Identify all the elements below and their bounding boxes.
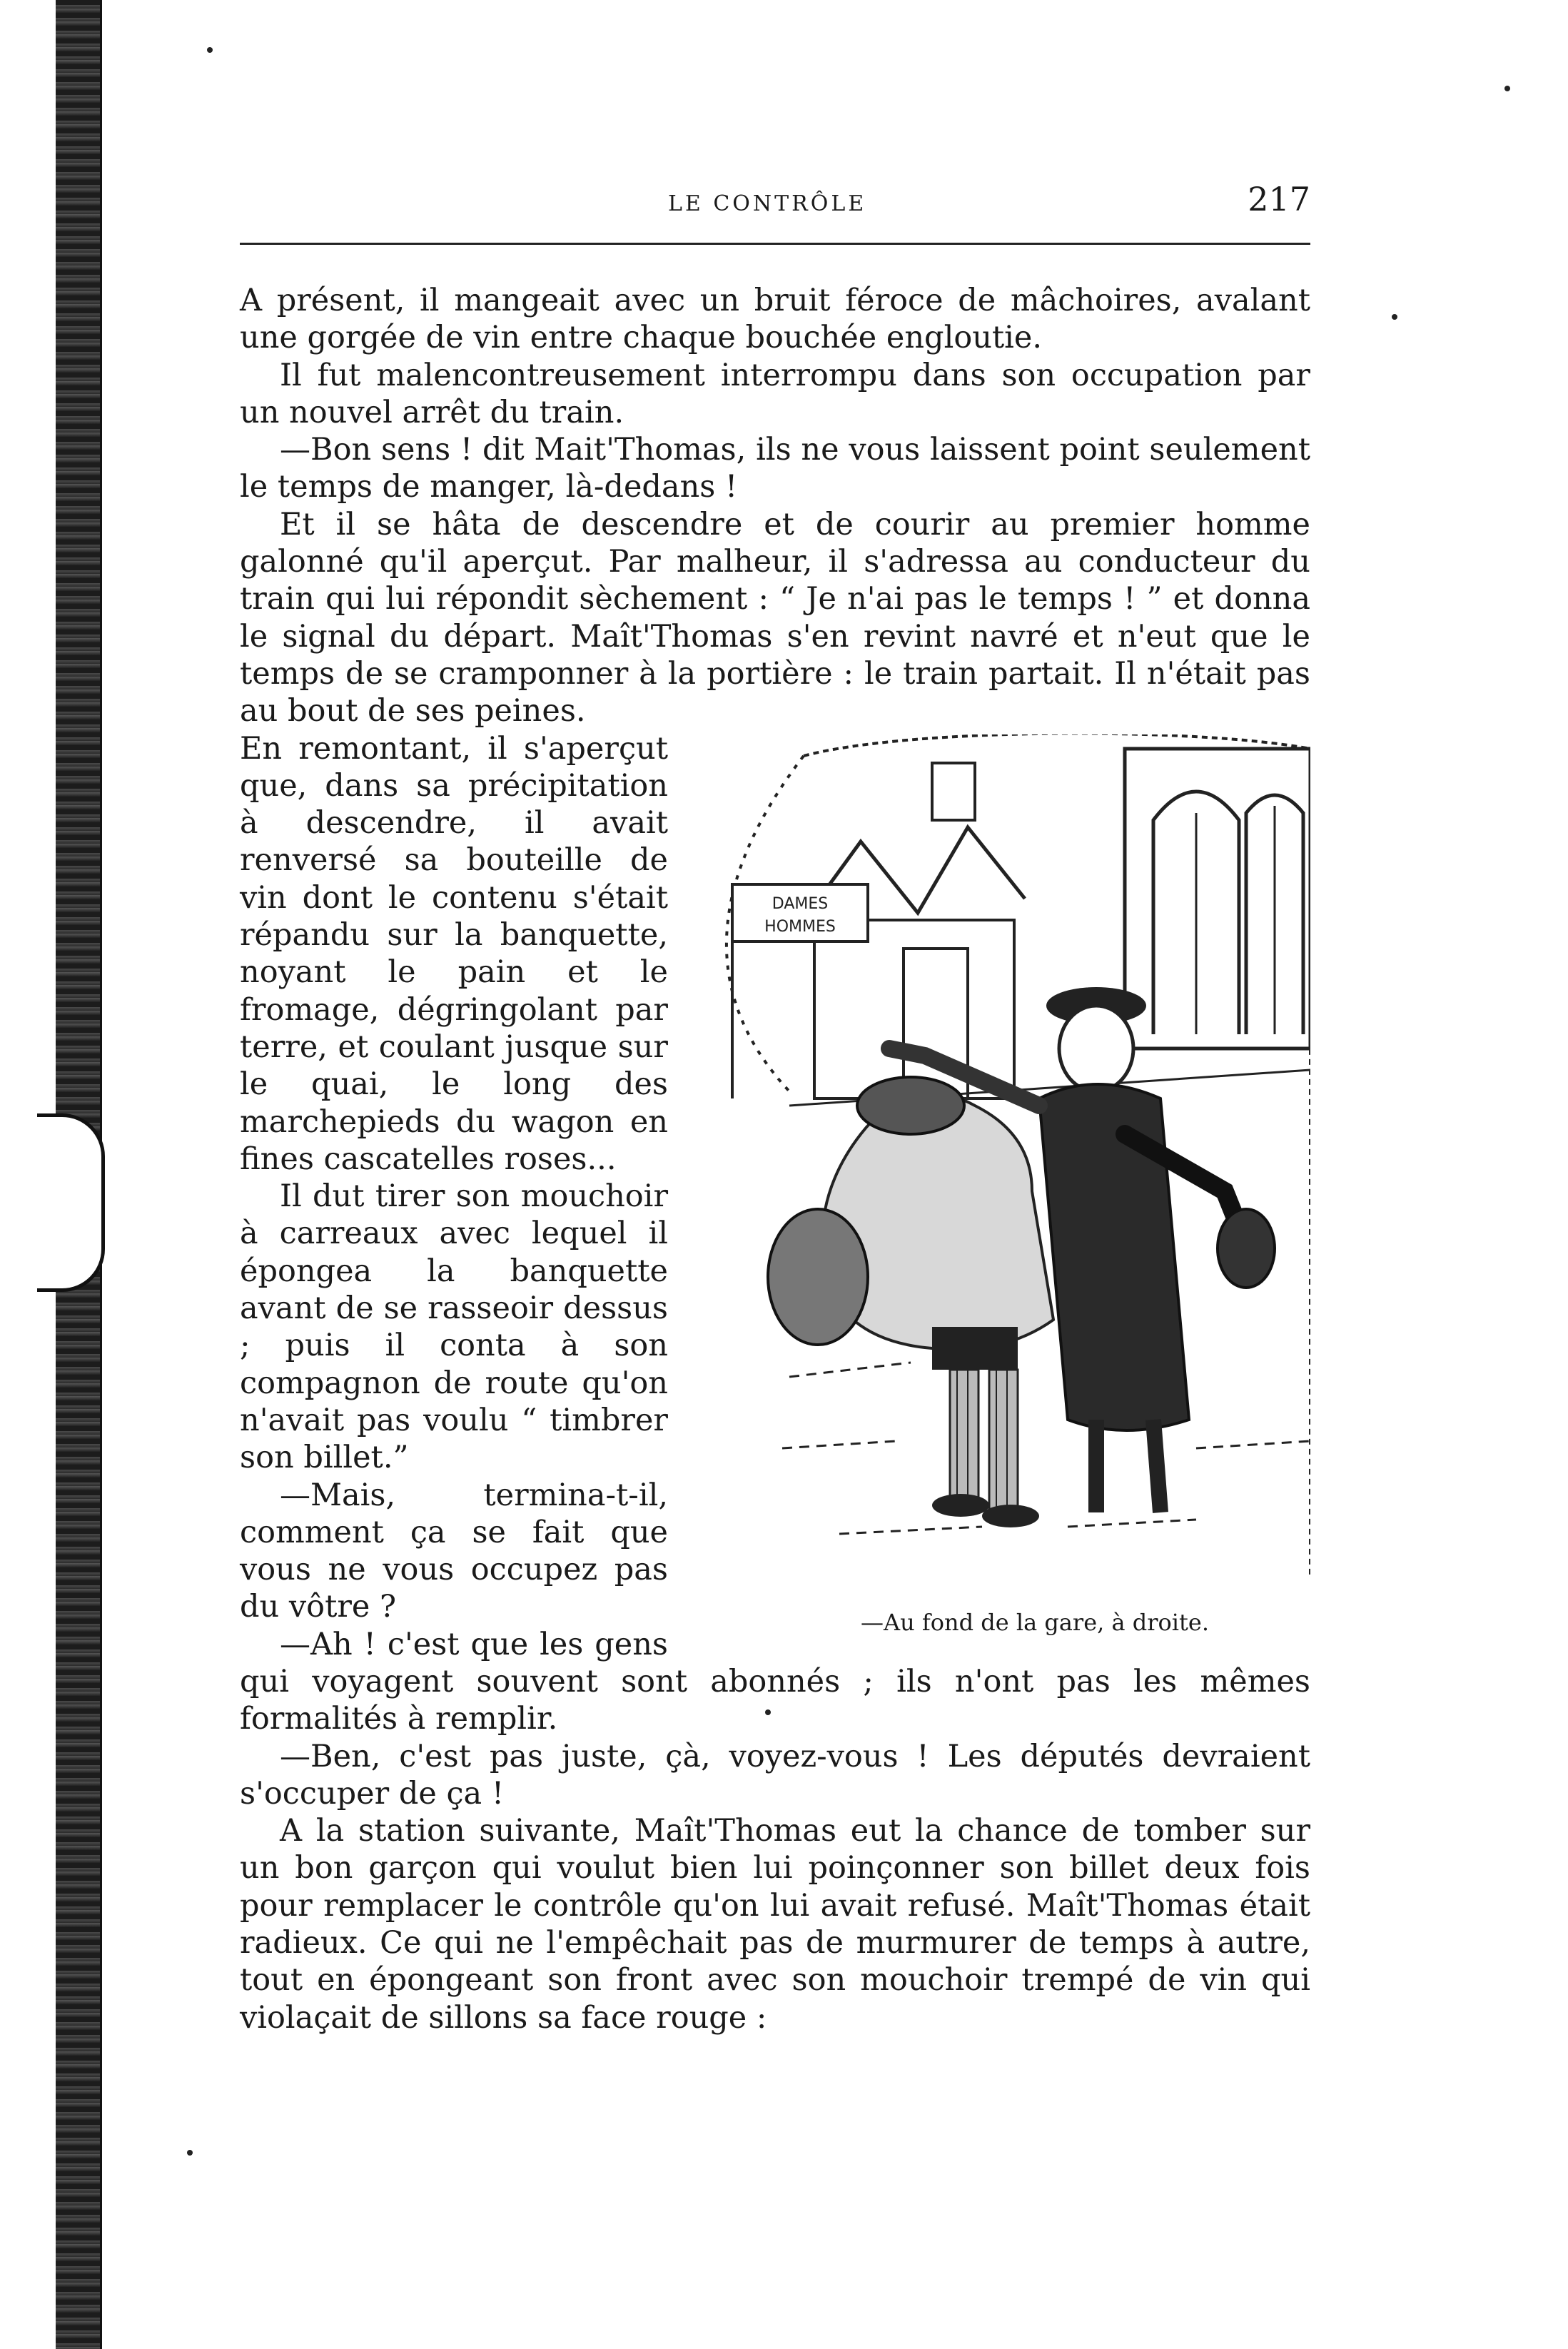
speck [1504, 86, 1510, 91]
page-number: 217 [1248, 180, 1310, 218]
paragraph: —Ah ! c'est que les gens qui voyagent souvent sont abonnés ; ils n'ont pas les mêmes formalités à remplir. [240, 1626, 1310, 1737]
paragraph: En remontant, il s'aperçut que, dans sa précipitation à descendre, il avait renversé sa bouteille de vin dont le contenu s'était répandu sur la banquette, noyant le pain et le fromage, dégringolant par terre, et coulant jusque sur le quai, le long des marchepieds du wagon en fines cascatelles roses... [240, 730, 668, 1177]
paragraph: —Bon sens ! dit Mait'Thomas, ils ne vous laissent point seulement le temps de manger, là-dedans ! [240, 432, 1310, 505]
binding-clip [37, 1113, 105, 1292]
paragraph: Il dut tirer son mouchoir à carreaux avec lequel il épongea la banquette avant de se rasseoir dessus ; puis il conta à son compagnon de route qu'on n'avait pas voulu “ timbrer son billet.” [240, 1178, 668, 1476]
engraving-station-scene [697, 734, 1310, 1577]
figure-caption: —Au fond de la gare, à droite. [861, 1608, 1209, 1636]
header-rule [240, 243, 1310, 245]
paragraph: —Ben, c'est pas juste, çà, voyez-vous ! Les députés devraient s'occuper de ça ! [240, 1738, 1310, 1812]
page-header [240, 171, 1310, 228]
body-text [240, 282, 1310, 2036]
sign-text-hommes: HOMMES [764, 917, 836, 936]
paragraph: A présent, il mangeait avec un bruit féroce de mâchoires, avalant une gorgée de vin entre chaque bouchée engloutie. [240, 283, 1310, 356]
speck [207, 47, 213, 53]
paragraph: Et il se hâta de descendre et de courir au premier homme galonné qu'il aperçut. Par malheur, il s'adressa au conducteur du train qui lui répondit sèchement : “ Je n'ai pas le temps ! ” et donna le signal du départ. Maît'Thomas s'en revint navré et n'eut que le temps de se cramponner à la portière : le train partait. Il n'était pas au bout de ses peines. [240, 506, 1310, 729]
speck [187, 2150, 193, 2156]
sign-text-dames: DAMES [772, 894, 829, 913]
paragraph: A la station suivante, Maît'Thomas eut la chance de tomber sur un bon garçon qui voulut bien lui poinçonner son billet deux fois pour remplacer le contrôle qu'on lui avait refusé. Maît'Thomas était radieux. Ce qui ne l'empêchait pas de murmurer de temps à autre, tout en épongeant son front avec son mouchoir trempé de vin qui violaçait de sillons sa face rouge : [240, 1813, 1310, 2036]
paragraph: Il fut malencontreusement interrompu dans son occupation par un nouvel arrêt du train. [240, 357, 1310, 430]
running-head: LE CONTRÔLE [668, 191, 867, 216]
paragraph: —Mais, termina-t-il, comment ça se fait que vous ne vous occupez pas du vôtre ? [240, 1477, 668, 1625]
speck [1392, 314, 1397, 320]
illustration [697, 734, 1310, 1655]
